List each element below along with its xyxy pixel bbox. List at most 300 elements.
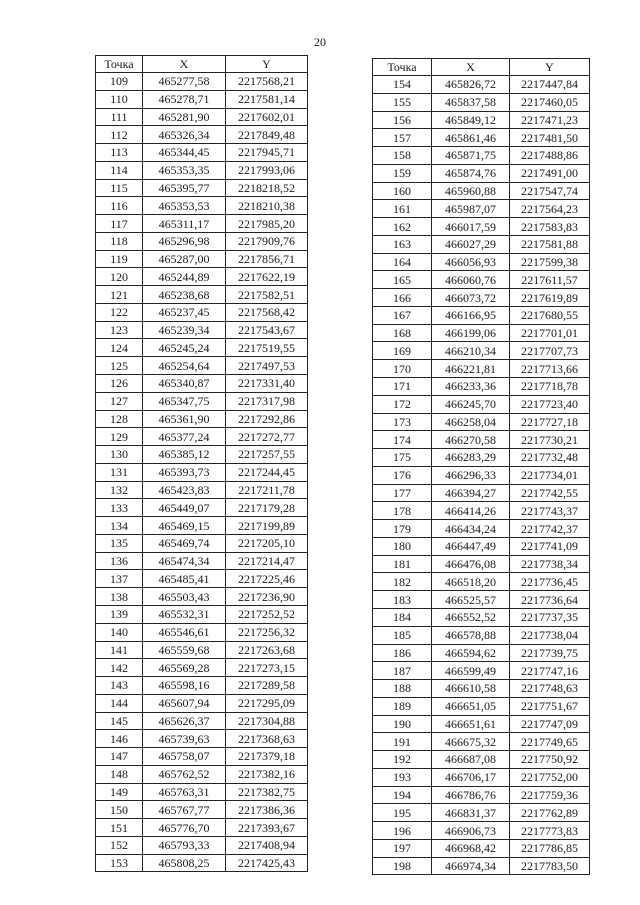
cell-x: 466027,29 xyxy=(432,235,510,253)
table-row xyxy=(96,375,308,393)
cell-point: 194 xyxy=(373,786,432,804)
table-row xyxy=(96,321,308,339)
cell-y: 2217727,18 xyxy=(510,413,590,431)
cell-x: 465393,73 xyxy=(143,463,226,481)
cell-y: 2217723,40 xyxy=(510,395,590,413)
coordinates-table-right xyxy=(372,58,590,875)
cell-point: 130 xyxy=(96,446,143,464)
cell-y: 2217707,73 xyxy=(510,342,590,360)
cell-point: 183 xyxy=(373,591,432,609)
cell-y: 2217599,38 xyxy=(510,253,590,271)
cell-y: 2217581,88 xyxy=(510,235,590,253)
cell-point: 162 xyxy=(373,218,432,236)
cell-x: 466245,70 xyxy=(432,395,510,413)
cell-y: 2217993,06 xyxy=(226,161,308,179)
cell-point: 125 xyxy=(96,357,143,375)
cell-x: 465871,75 xyxy=(432,147,510,165)
cell-y: 2217568,21 xyxy=(226,73,308,91)
cell-x: 466675,32 xyxy=(432,733,510,751)
cell-point: 135 xyxy=(96,534,143,552)
cell-point: 153 xyxy=(96,854,143,872)
table-row xyxy=(96,339,308,357)
table-row xyxy=(373,751,590,769)
table-row xyxy=(373,164,590,182)
cell-y: 2217199,89 xyxy=(226,517,308,535)
cell-y: 2217179,28 xyxy=(226,499,308,517)
table-row xyxy=(373,431,590,449)
table-row xyxy=(96,623,308,641)
cell-x: 465361,90 xyxy=(143,410,226,428)
cell-point: 109 xyxy=(96,73,143,91)
cell-point: 146 xyxy=(96,730,143,748)
cell-point: 195 xyxy=(373,804,432,822)
cell-x: 465474,34 xyxy=(143,552,226,570)
cell-point: 160 xyxy=(373,182,432,200)
cell-y: 2217543,67 xyxy=(226,321,308,339)
cell-y: 2217611,57 xyxy=(510,271,590,289)
cell-point: 149 xyxy=(96,783,143,801)
cell-point: 133 xyxy=(96,499,143,517)
cell-point: 119 xyxy=(96,250,143,268)
cell-point: 177 xyxy=(373,484,432,502)
cell-x: 465277,58 xyxy=(143,73,226,91)
cell-y: 2217739,75 xyxy=(510,644,590,662)
cell-point: 188 xyxy=(373,680,432,698)
table-header-row xyxy=(96,56,308,73)
cell-point: 164 xyxy=(373,253,432,271)
table-row xyxy=(373,591,590,609)
cell-x: 466968,42 xyxy=(432,839,510,857)
page-number: 20 xyxy=(314,35,326,49)
cell-x: 466199,06 xyxy=(432,324,510,342)
cell-y: 2217730,21 xyxy=(510,431,590,449)
table-row xyxy=(373,502,590,520)
cell-point: 150 xyxy=(96,801,143,819)
cell-point: 142 xyxy=(96,659,143,677)
cell-y: 2217752,00 xyxy=(510,768,590,786)
cell-point: 172 xyxy=(373,395,432,413)
table-row xyxy=(373,306,590,324)
cell-y: 2217736,64 xyxy=(510,591,590,609)
cell-point: 138 xyxy=(96,588,143,606)
cell-x: 465395,77 xyxy=(143,179,226,197)
cell-point: 137 xyxy=(96,570,143,588)
header-point: Точка xyxy=(96,56,143,73)
cell-y: 2217379,18 xyxy=(226,748,308,766)
table-row xyxy=(373,804,590,822)
cell-x: 465826,72 xyxy=(432,76,510,94)
cell-y: 2217564,23 xyxy=(510,200,590,218)
cell-x: 466060,76 xyxy=(432,271,510,289)
table-row xyxy=(96,179,308,197)
cell-x: 465278,71 xyxy=(143,90,226,108)
cell-point: 127 xyxy=(96,392,143,410)
cell-point: 116 xyxy=(96,197,143,215)
cell-x: 465423,83 xyxy=(143,481,226,499)
cell-y: 2217547,74 xyxy=(510,182,590,200)
cell-point: 111 xyxy=(96,108,143,126)
table-row xyxy=(96,232,308,250)
cell-x: 466394,27 xyxy=(432,484,510,502)
cell-y: 2217331,40 xyxy=(226,375,308,393)
cell-x: 466831,37 xyxy=(432,804,510,822)
cell-x: 465861,46 xyxy=(432,129,510,147)
cell-y: 2217622,19 xyxy=(226,268,308,286)
cell-point: 159 xyxy=(373,164,432,182)
cell-point: 189 xyxy=(373,697,432,715)
table-row xyxy=(373,182,590,200)
cell-point: 190 xyxy=(373,715,432,733)
cell-y: 2217582,51 xyxy=(226,286,308,304)
table-row xyxy=(373,680,590,698)
table-row xyxy=(373,324,590,342)
table-row xyxy=(96,783,308,801)
table-row xyxy=(96,801,308,819)
cell-y: 2217236,90 xyxy=(226,588,308,606)
cell-y: 2217225,46 xyxy=(226,570,308,588)
cell-y: 2217460,05 xyxy=(510,93,590,111)
cell-point: 151 xyxy=(96,819,143,837)
cell-point: 176 xyxy=(373,466,432,484)
cell-x: 466270,58 xyxy=(432,431,510,449)
table-row xyxy=(373,129,590,147)
cell-x: 466651,05 xyxy=(432,697,510,715)
cell-x: 465808,25 xyxy=(143,854,226,872)
cell-point: 134 xyxy=(96,517,143,535)
table-row xyxy=(373,520,590,538)
table-row xyxy=(373,822,590,840)
table-row xyxy=(373,662,590,680)
cell-x: 466434,24 xyxy=(432,520,510,538)
cell-point: 167 xyxy=(373,306,432,324)
cell-y: 2217602,01 xyxy=(226,108,308,126)
table-row xyxy=(373,413,590,431)
cell-point: 169 xyxy=(373,342,432,360)
cell-y: 2217581,14 xyxy=(226,90,308,108)
cell-x: 465469,74 xyxy=(143,534,226,552)
cell-x: 465607,94 xyxy=(143,694,226,712)
cell-point: 145 xyxy=(96,712,143,730)
cell-x: 466552,52 xyxy=(432,608,510,626)
table-row xyxy=(373,378,590,396)
table-row xyxy=(373,626,590,644)
cell-x: 466233,36 xyxy=(432,378,510,396)
cell-x: 466594,62 xyxy=(432,644,510,662)
table-row xyxy=(373,697,590,715)
table-row xyxy=(96,428,308,446)
cell-x: 465340,87 xyxy=(143,375,226,393)
table-row xyxy=(373,395,590,413)
cell-x: 465763,31 xyxy=(143,783,226,801)
table-row xyxy=(96,357,308,375)
table-row xyxy=(96,144,308,162)
cell-point: 114 xyxy=(96,161,143,179)
table-row xyxy=(96,836,308,854)
cell-point: 144 xyxy=(96,694,143,712)
header-y: Y xyxy=(226,56,308,73)
cell-y: 2217568,42 xyxy=(226,303,308,321)
cell-y: 2217386,36 xyxy=(226,801,308,819)
cell-x: 466073,72 xyxy=(432,289,510,307)
cell-point: 185 xyxy=(373,626,432,644)
cell-point: 129 xyxy=(96,428,143,446)
cell-y: 2217732,48 xyxy=(510,449,590,467)
cell-y: 2217741,09 xyxy=(510,537,590,555)
table-row xyxy=(96,446,308,464)
cell-point: 158 xyxy=(373,147,432,165)
cell-y: 2217738,04 xyxy=(510,626,590,644)
cell-x: 466056,93 xyxy=(432,253,510,271)
cell-x: 465326,34 xyxy=(143,126,226,144)
cell-point: 193 xyxy=(373,768,432,786)
cell-x: 465762,52 xyxy=(143,765,226,783)
cell-point: 178 xyxy=(373,502,432,520)
cell-y: 2217786,85 xyxy=(510,839,590,857)
cell-x: 466518,20 xyxy=(432,573,510,591)
cell-point: 192 xyxy=(373,751,432,769)
cell-x: 466258,04 xyxy=(432,413,510,431)
cell-y: 2217382,16 xyxy=(226,765,308,783)
cell-x: 466414,26 xyxy=(432,502,510,520)
cell-y: 2217244,45 xyxy=(226,463,308,481)
cell-y: 2217273,15 xyxy=(226,659,308,677)
table-row xyxy=(96,534,308,552)
cell-y: 2217680,55 xyxy=(510,306,590,324)
cell-point: 110 xyxy=(96,90,143,108)
cell-x: 466906,73 xyxy=(432,822,510,840)
cell-point: 154 xyxy=(373,76,432,94)
table-row xyxy=(96,392,308,410)
cell-point: 181 xyxy=(373,555,432,573)
cell-x: 466221,81 xyxy=(432,360,510,378)
table-row xyxy=(96,517,308,535)
cell-x: 465237,45 xyxy=(143,303,226,321)
table-row xyxy=(96,588,308,606)
cell-y: 2217295,09 xyxy=(226,694,308,712)
cell-x: 465238,68 xyxy=(143,286,226,304)
table-row xyxy=(96,215,308,233)
cell-y: 2217747,16 xyxy=(510,662,590,680)
table-header-row xyxy=(373,59,590,76)
cell-point: 113 xyxy=(96,144,143,162)
cell-point: 112 xyxy=(96,126,143,144)
cell-x: 465987,07 xyxy=(432,200,510,218)
table-row xyxy=(96,286,308,304)
table-row xyxy=(96,410,308,428)
header-y: Y xyxy=(510,59,590,76)
cell-x: 466974,34 xyxy=(432,857,510,875)
table-row xyxy=(96,108,308,126)
cell-y: 2217368,63 xyxy=(226,730,308,748)
cell-point: 124 xyxy=(96,339,143,357)
table-row xyxy=(373,484,590,502)
cell-y: 2217252,52 xyxy=(226,605,308,623)
table-row xyxy=(373,218,590,236)
cell-x: 466017,59 xyxy=(432,218,510,236)
cell-x: 465559,68 xyxy=(143,641,226,659)
cell-y: 2217481,50 xyxy=(510,129,590,147)
cell-y: 2217393,67 xyxy=(226,819,308,837)
cell-x: 465353,35 xyxy=(143,161,226,179)
cell-y: 2217742,55 xyxy=(510,484,590,502)
cell-point: 180 xyxy=(373,537,432,555)
table-row xyxy=(373,289,590,307)
table-row xyxy=(96,641,308,659)
table-row xyxy=(373,93,590,111)
cell-x: 465254,64 xyxy=(143,357,226,375)
cell-x: 466578,88 xyxy=(432,626,510,644)
table-row xyxy=(96,303,308,321)
cell-x: 465874,76 xyxy=(432,164,510,182)
cell-x: 465485,41 xyxy=(143,570,226,588)
cell-x: 466651,61 xyxy=(432,715,510,733)
cell-y: 2217856,71 xyxy=(226,250,308,268)
cell-y: 2217408,94 xyxy=(226,836,308,854)
cell-x: 465377,24 xyxy=(143,428,226,446)
table-row xyxy=(96,854,308,872)
cell-y: 2217471,23 xyxy=(510,111,590,129)
table-row xyxy=(96,481,308,499)
cell-y: 2217257,55 xyxy=(226,446,308,464)
cell-y: 2217738,34 xyxy=(510,555,590,573)
cell-x: 466447,49 xyxy=(432,537,510,555)
cell-x: 465837,58 xyxy=(432,93,510,111)
cell-x: 466476,08 xyxy=(432,555,510,573)
table-row xyxy=(373,147,590,165)
cell-y: 2217759,36 xyxy=(510,786,590,804)
cell-point: 161 xyxy=(373,200,432,218)
cell-point: 117 xyxy=(96,215,143,233)
cell-x: 465449,07 xyxy=(143,499,226,517)
cell-point: 152 xyxy=(96,836,143,854)
cell-x: 465287,00 xyxy=(143,250,226,268)
cell-y: 2217736,45 xyxy=(510,573,590,591)
table-row xyxy=(96,197,308,215)
cell-x: 466210,34 xyxy=(432,342,510,360)
cell-point: 179 xyxy=(373,520,432,538)
cell-point: 163 xyxy=(373,235,432,253)
cell-y: 2217734,01 xyxy=(510,466,590,484)
cell-x: 465296,98 xyxy=(143,232,226,250)
cell-point: 115 xyxy=(96,179,143,197)
table-row xyxy=(373,271,590,289)
cell-x: 465793,33 xyxy=(143,836,226,854)
table-row xyxy=(96,499,308,517)
cell-x: 465311,17 xyxy=(143,215,226,233)
cell-y: 2217497,53 xyxy=(226,357,308,375)
cell-x: 465546,61 xyxy=(143,623,226,641)
table-row xyxy=(373,466,590,484)
cell-point: 132 xyxy=(96,481,143,499)
cell-x: 466687,08 xyxy=(432,751,510,769)
cell-x: 466166,95 xyxy=(432,306,510,324)
cell-point: 122 xyxy=(96,303,143,321)
cell-y: 2217583,83 xyxy=(510,218,590,236)
table-row xyxy=(373,644,590,662)
cell-y: 2217742,37 xyxy=(510,520,590,538)
cell-point: 198 xyxy=(373,857,432,875)
cell-x: 466283,29 xyxy=(432,449,510,467)
cell-point: 120 xyxy=(96,268,143,286)
cell-x: 465344,45 xyxy=(143,144,226,162)
cell-y: 2217292,86 xyxy=(226,410,308,428)
cell-point: 182 xyxy=(373,573,432,591)
cell-y: 2218210,38 xyxy=(226,197,308,215)
cell-point: 170 xyxy=(373,360,432,378)
table-row xyxy=(373,253,590,271)
table-row xyxy=(96,765,308,783)
cell-y: 2217425,43 xyxy=(226,854,308,872)
cell-x: 465569,28 xyxy=(143,659,226,677)
table-row xyxy=(373,715,590,733)
cell-point: 136 xyxy=(96,552,143,570)
cell-x: 465849,12 xyxy=(432,111,510,129)
cell-x: 466296,33 xyxy=(432,466,510,484)
cell-x: 466599,49 xyxy=(432,662,510,680)
cell-x: 465598,16 xyxy=(143,677,226,695)
cell-point: 175 xyxy=(373,449,432,467)
cell-y: 2217713,66 xyxy=(510,360,590,378)
table-row xyxy=(373,235,590,253)
table-row xyxy=(96,659,308,677)
table-row xyxy=(373,537,590,555)
coordinates-table-left xyxy=(95,55,308,872)
table-row xyxy=(96,605,308,623)
cell-x: 465469,15 xyxy=(143,517,226,535)
table-row xyxy=(373,342,590,360)
cell-point: 140 xyxy=(96,623,143,641)
cell-point: 139 xyxy=(96,605,143,623)
cell-x: 465347,75 xyxy=(143,392,226,410)
table-row xyxy=(96,712,308,730)
cell-y: 2217751,67 xyxy=(510,697,590,715)
header-x: X xyxy=(143,56,226,73)
cell-x: 465385,12 xyxy=(143,446,226,464)
cell-y: 2217718,78 xyxy=(510,378,590,396)
cell-x: 466525,57 xyxy=(432,591,510,609)
cell-y: 2217748,63 xyxy=(510,680,590,698)
cell-y: 2217909,76 xyxy=(226,232,308,250)
table-row xyxy=(96,748,308,766)
cell-x: 465239,34 xyxy=(143,321,226,339)
cell-y: 2217317,98 xyxy=(226,392,308,410)
table-row xyxy=(96,73,308,91)
cell-point: 121 xyxy=(96,286,143,304)
cell-x: 465960,88 xyxy=(432,182,510,200)
cell-y: 2217491,00 xyxy=(510,164,590,182)
table-row xyxy=(373,573,590,591)
cell-y: 2217849,48 xyxy=(226,126,308,144)
cell-y: 2217750,92 xyxy=(510,751,590,769)
cell-x: 465739,63 xyxy=(143,730,226,748)
cell-point: 118 xyxy=(96,232,143,250)
cell-point: 197 xyxy=(373,839,432,857)
cell-y: 2217737,35 xyxy=(510,608,590,626)
table-row xyxy=(96,463,308,481)
cell-y: 2217773,83 xyxy=(510,822,590,840)
cell-point: 173 xyxy=(373,413,432,431)
cell-x: 465245,24 xyxy=(143,339,226,357)
table-row xyxy=(373,768,590,786)
cell-point: 155 xyxy=(373,93,432,111)
cell-point: 184 xyxy=(373,608,432,626)
table-row xyxy=(96,552,308,570)
table-row xyxy=(373,839,590,857)
cell-x: 465353,53 xyxy=(143,197,226,215)
table-row xyxy=(373,733,590,751)
table-row xyxy=(373,555,590,573)
cell-y: 2217747,09 xyxy=(510,715,590,733)
